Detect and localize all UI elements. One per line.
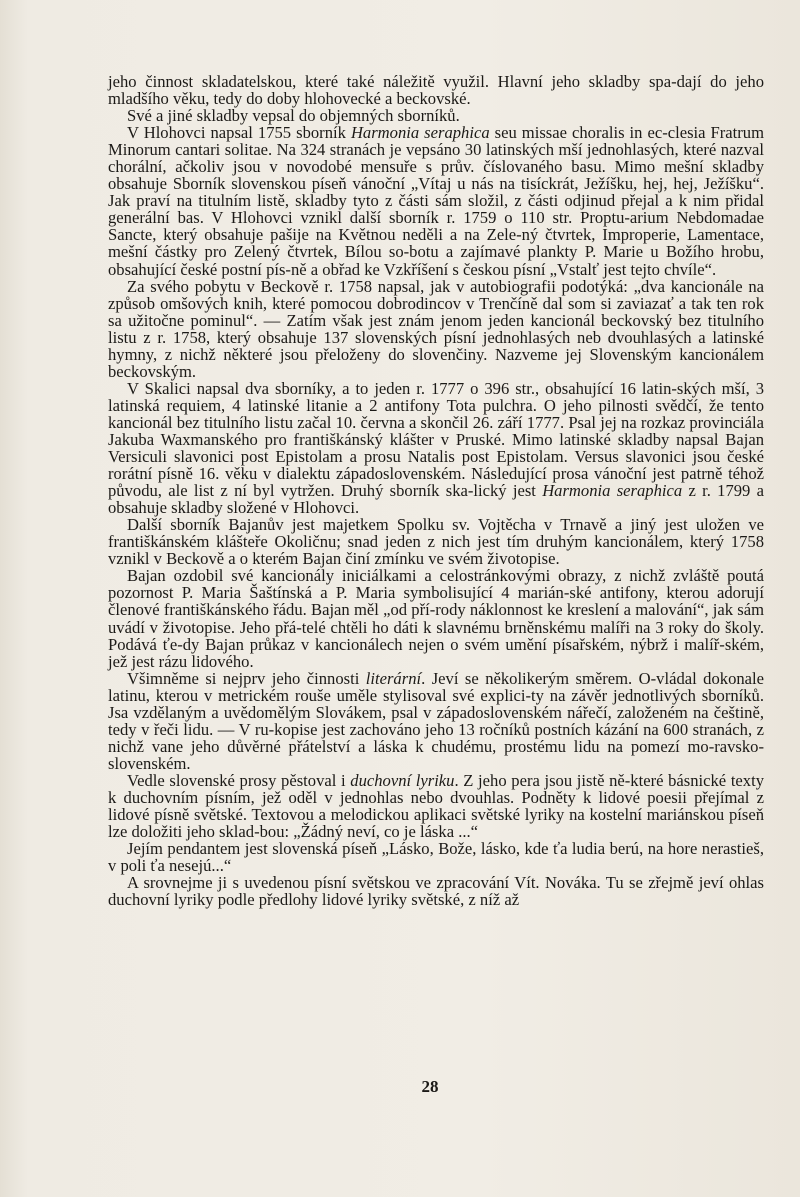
paragraph: Vedle slovenské prosy pěstoval i duchovní lyriku. Z jeho pera jsou jistě ně-které básnické texty k duchovním písním, jež oděl v jednohlas nebo dvouhlas. Podněty k lidové poesii přejímal z lidové písně světské. Textovou a melodickou aplikaci světské lyriky na kostelní mariánskou píseň lze doložiti jeho sklad-bou: „Žádný neví, co je láska ...“ bbox=[108, 770, 764, 842]
paragraph: jeho činnost skladatelskou, které také náležitě využil. Hlavní jeho skladby spa-dají do jeho mladšího věku, tedy do doby hlohovecké a beckovské. bbox=[108, 72, 764, 109]
body-text bbox=[108, 73, 764, 908]
page-number: 28 bbox=[421, 1077, 439, 1096]
paragraph: Za svého pobytu v Beckově r. 1758 napsal, jak v autobiografii podotýká: „dva kancionále na způsob omšových knih, které pomocou dobrodincov v Trenčíně dal som si zaviazať a tak ten rok sa užitočne pominul“. — Zatím však jest znám jenom jeden kancionál beckovský bez titulního listu z r. 1758, který obsahuje 137 slovenských písní jednohlasých neb dvouhlasých a latinské hymny, z nichž některé jsou přeloženy do slovenčiny. Nazveme jej Slovenským kancionálem beckovským. bbox=[108, 276, 764, 381]
paragraph: Další sborník Bajanův jest majetkem Spolku sv. Vojtěcha v Trnavě a jiný jest uložen ve františkánském klášteře Okoličnu; snad jeden z nich jest tím druhým kancionálem, který 1758 vznikl v Beckově a o kterém Bajan činí zmínku ve svém životopise. bbox=[108, 515, 764, 569]
italic-phrase: literární bbox=[365, 668, 422, 688]
paragraph: Své a jiné skladby vepsal do objemných sborníků. bbox=[127, 106, 460, 126]
italic-phrase: Harmonia seraphica bbox=[350, 123, 490, 143]
italic-phrase: duchovní lyriku bbox=[350, 770, 455, 790]
paragraph: Bajan ozdobil své kancionály iniciálkami a celostránkovými obrazy, z nichž zvláště poutá pozornost P. Maria Šaštínská a P. Maria symbolisující 4 marián-ské antifony, kterou adorují členové františkánského řádu. Bajan měl „od pří-rody náklonnost ke kreslení a malování“, jak sám uvádí v životopise. Jeho přá-telé chtěli ho dáti k slavnému brněnskému malíři na 3 roky do školy. Podává ťe-dy Bajan průkaz v kancionálech nejen o svém umění písařském, nýbrž i malíř-ském, jež jest rázu lidového. bbox=[108, 566, 764, 671]
paragraph: A srovnejme ji s uvedenou písní světskou ve zpracování Vít. Nováka. Tu se zřejmě jeví ohlas duchovní lyriky podle předlohy lidové lyriky světské, z níž až bbox=[108, 873, 764, 910]
paragraph: Jejím pendantem jest slovenská píseň „Lásko, Bože, lásko, kde ťa ludia berú, na hore nerastieš, v poli ťa nesejú...“ bbox=[108, 839, 764, 876]
paragraph: V Skalici napsal dva sborníky, a to jeden r. 1777 o 396 str., obsahující 16 latin-ských mší, 3 latinská requiem, 4 latinské litanie a 2 antifony Tota pulchra. O jeho pilnosti svědčí, že tento kancionál bez titulního listu začal 10. června a skončil 26. září 1777. Psal jej na rozkaz provinciála Jakuba Waxmanského pro františkánský klášter v Pruské. Mimo latinské skladby napsal Bajan Versiculi slavonici post Epistolam a prosu Natalis post Epistolam. Versus slavonici jsou české rorátní písně 16. věku v dialektu západoslovenském. Následující prosa vánoční jest patrně téhož původu, ale list z ní byl vytržen. Druhý sborník ska-lický jest Harmonia seraphica z r. 1799 a obsahuje skladby složené v Hlohovci. bbox=[108, 378, 764, 518]
paragraph: Všimněme si nejprv jeho činnosti literární. Jeví se několikerým směrem. O-vládal dokonale latinu, kterou v metrickém rouše uměle stylisoval své explici-ty na závěr jednotlivých sborníků. Jsa vzdělaným a uvědomělým Slovákem, psal v západoslovenském nářečí, založeném na češtině, tedy v řeči lidu. — V ru-kopise jest zachováno jeho 13 ročníků postních kázání na 600 stranách, z nichž vane jeho důvěrné přátelství a láska k chudému, prostému lidu na pomezí mo-ravsko-slovenském. bbox=[108, 668, 764, 773]
italic-phrase: Harmonia seraphica bbox=[542, 481, 683, 501]
paragraph: V Hlohovci napsal 1755 sborník Harmonia seraphica seu missae choralis in ec-clesia Fratrum Minorum cantari solitae. Na 324 stranách je vepsáno 30 latinských mší jednohlasých, které nazval chorální, ačkoliv jsou v novodobé mensuře s prův. číslovaného basu. Mimo mešní skladby obsahuje Sborník slovenskou píseň vánoční „Vítaj u nás na tisíckrát, Ježíšku, hej, hej, Ježíšku“. Jak praví na titulním listě, skladby tyto z části sám složil, z části odjinud přejal a k nim přidal generální bas. V Hlohovci vznikl další sborník r. 1759 o 110 str. Proptu-arium Nebdomadae Sancte, který obsahuje pašije na Květnou neděli a na Zele-ný čtvrtek, Improperie, Lamentace, mešní částky pro Zelený čtvrtek, Bílou so-botu a zajímavé plankty P. Marie u Božího hrobu, obsahující české postní pís-ně a obřad ke Vzkříšení s českou písní „Vstalť jest tejto chvíle“. bbox=[108, 123, 764, 279]
